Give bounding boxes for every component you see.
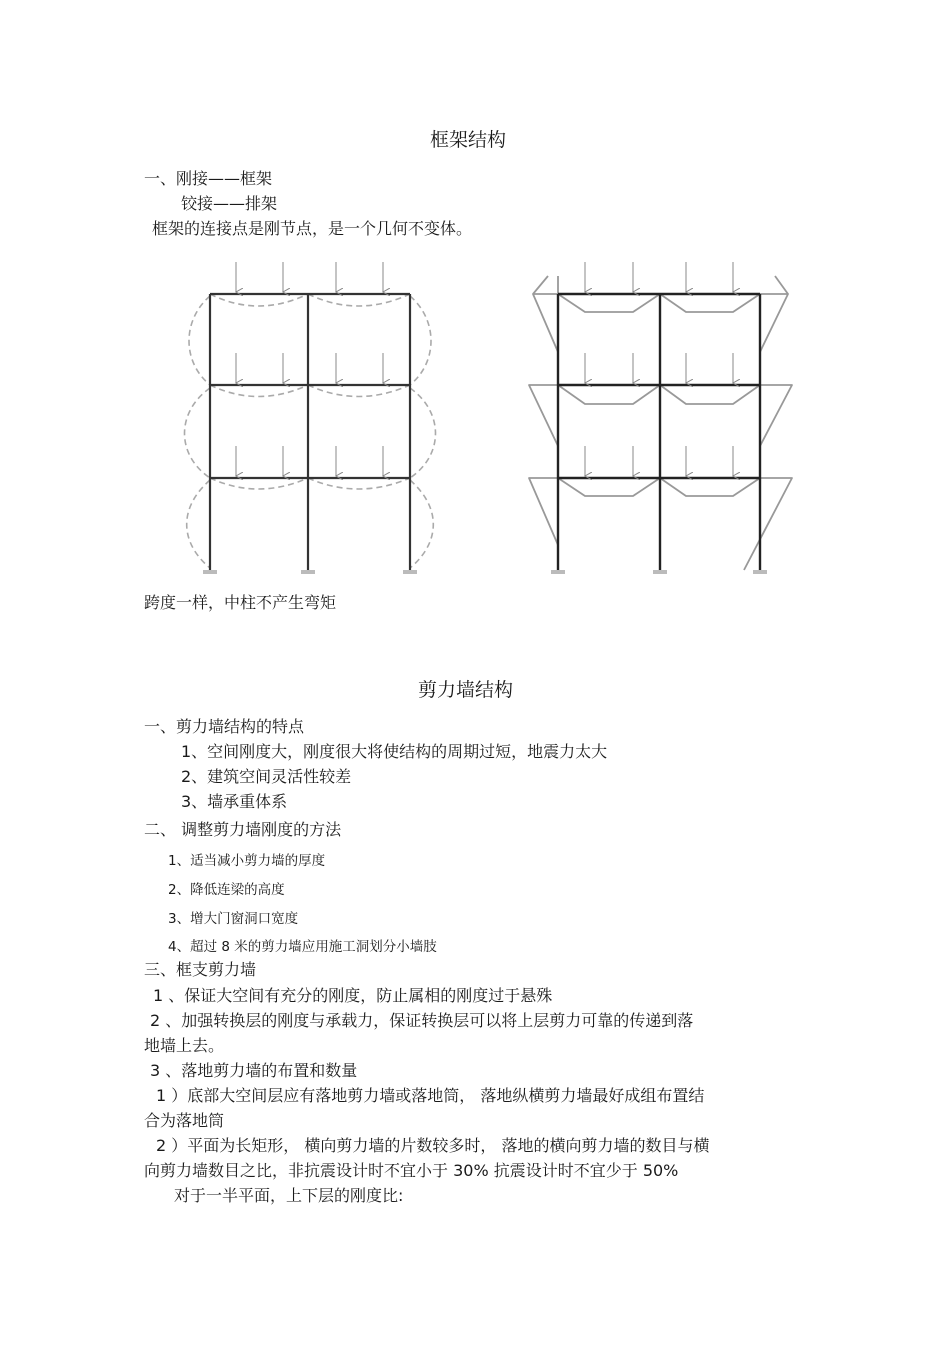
- shear-title: 剪力墙结构: [418, 679, 514, 701]
- section-3-point-2-cont: 地墙上去。: [144, 1036, 225, 1055]
- frame-line-hinged: 铰接——排架: [181, 194, 278, 213]
- frame-title: 框架结构: [430, 129, 507, 151]
- section-3-sub-1-cont: 合为落地筒: [144, 1111, 225, 1130]
- section-3-sub-2: 2 ）平面为长矩形， 横向剪力墙的片数较多时， 落地的横向剪力墙的数目与横: [156, 1136, 710, 1155]
- section-1-item: 2、建筑空间灵活性较差: [181, 767, 352, 786]
- section-2-item: 2、降低连梁的高度: [168, 882, 285, 898]
- frame-moment-diagram-alt: [525, 255, 795, 585]
- section-3-sub-3: 对于一半平面，上下层的刚度比:: [174, 1186, 404, 1205]
- frame-moment-diagram: [185, 255, 445, 585]
- frame-line-joint: 框架的连接点是刚节点，是一个几何不变体。: [152, 219, 473, 238]
- section-1-item: 1、空间刚度大，刚度很大将使结构的周期过短，地震力太大: [181, 742, 608, 761]
- section-3-heading: 三、框支剪力墙: [144, 960, 257, 979]
- section-3-sub-2-cont: 向剪力墙数目之比，非抗震设计时不宜小于 30% 抗震设计时不宜少于 50%: [144, 1161, 679, 1180]
- frame-line-rigid: 一、刚接——框架: [144, 169, 273, 188]
- section-1-item: 3、墙承重体系: [181, 792, 288, 811]
- section-2-heading: 二、 调整剪力墙刚度的方法: [144, 820, 342, 839]
- section-2-item: 1、适当减小剪力墙的厚度: [168, 853, 326, 869]
- section-2-item: 3、增大门窗洞口宽度: [168, 911, 299, 927]
- section-3-point-1: 1 、保证大空间有充分的刚度，防止属相的刚度过于悬殊: [153, 986, 553, 1005]
- frame-caption: 跨度一样，中柱不产生弯矩: [144, 593, 337, 612]
- section-3-point-3: 3 、落地剪力墙的布置和数量: [150, 1061, 358, 1080]
- section-3-sub-1: 1 ）底部大空间层应有落地剪力墙或落地筒， 落地纵横剪力墙最好成组布置结: [156, 1086, 705, 1105]
- section-1-heading: 一、剪力墙结构的特点: [144, 717, 305, 736]
- section-2-item: 4、超过 8 米的剪力墙应用施工洞划分小墙肢: [168, 939, 437, 955]
- section-3-point-2: 2 、加强转换层的刚度与承载力，保证转换层可以将上层剪力可靠的传递到落: [150, 1011, 694, 1030]
